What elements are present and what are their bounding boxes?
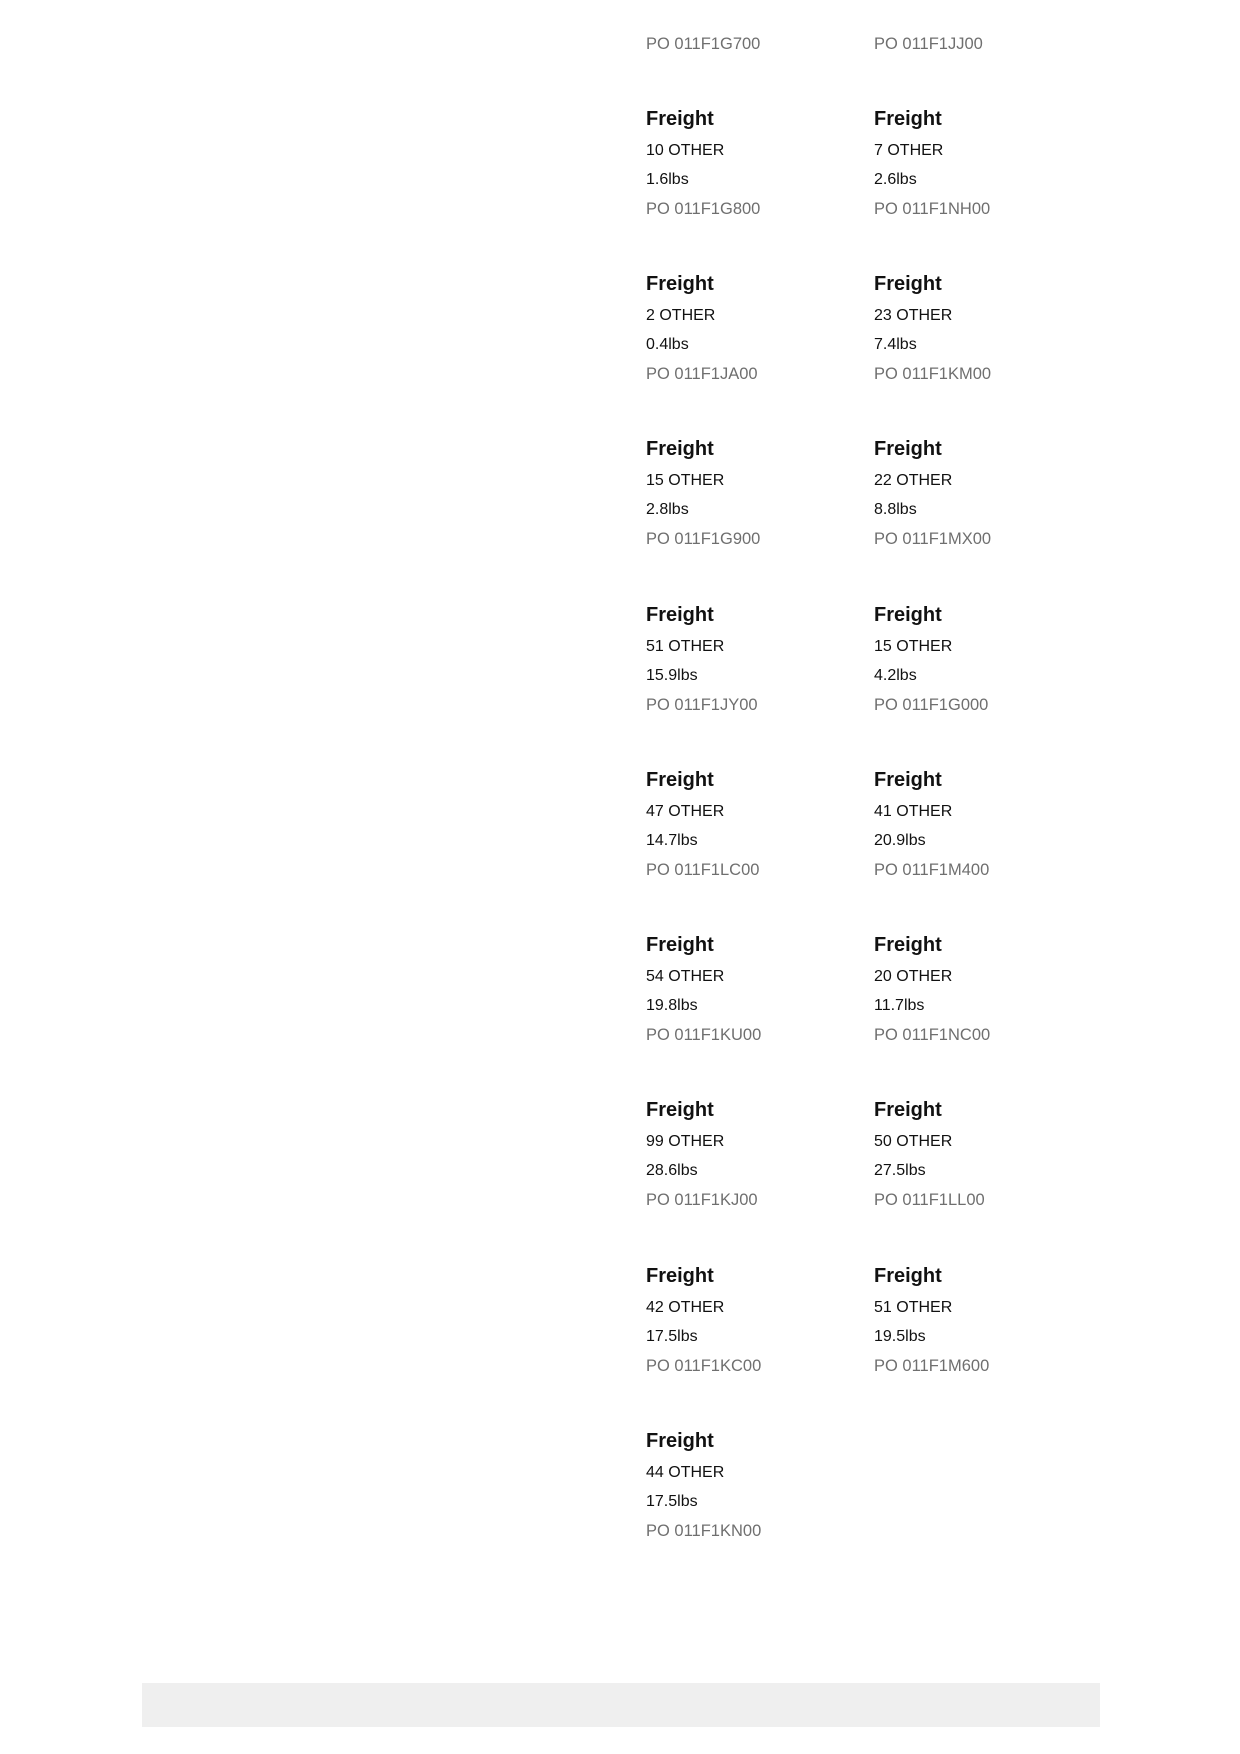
item-title: Freight — [874, 934, 942, 956]
item-quantity: 54 OTHER — [646, 968, 725, 985]
item-quantity: 20 OTHER — [874, 968, 953, 985]
item-quantity: 51 OTHER — [874, 1299, 953, 1316]
footer-bar — [142, 1683, 1100, 1727]
item-title: Freight — [646, 273, 714, 295]
po-number: PO 011F1KU00 — [646, 1026, 762, 1044]
freight-item — [874, 437, 1084, 557]
item-weight: 17.5lbs — [646, 1328, 698, 1345]
item-weight: 20.9lbs — [874, 832, 926, 849]
po-number: PO 011F1G000 — [874, 696, 989, 714]
item-quantity: 99 OTHER — [646, 1133, 725, 1150]
item-weight: 2.6lbs — [874, 171, 917, 188]
item-quantity: 51 OTHER — [646, 638, 725, 655]
item-quantity: 2 OTHER — [646, 307, 716, 324]
freight-item — [646, 437, 856, 557]
freight-item — [646, 933, 856, 1053]
item-weight: 19.5lbs — [874, 1328, 926, 1345]
po-number: PO 011F1LC00 — [646, 861, 760, 879]
po-number: PO 011F1MX00 — [874, 530, 992, 548]
item-weight: 0.4lbs — [646, 336, 689, 353]
po-number: PO 011F1KC00 — [646, 1357, 762, 1375]
item-weight: 1.6lbs — [646, 171, 689, 188]
item-quantity: 10 OTHER — [646, 142, 725, 159]
item-title: Freight — [874, 604, 942, 626]
po-number: PO 011F1G900 — [646, 530, 761, 548]
po-number: PO 011F1G700 — [646, 35, 761, 53]
item-quantity: 47 OTHER — [646, 803, 725, 820]
item-title: Freight — [646, 1099, 714, 1121]
item-weight: 19.8lbs — [646, 997, 698, 1014]
po-number: PO 011F1G800 — [646, 200, 761, 218]
freight-item — [646, 768, 856, 888]
item-weight: 14.7lbs — [646, 832, 698, 849]
item-quantity: 50 OTHER — [874, 1133, 953, 1150]
item-title: Freight — [874, 1099, 942, 1121]
item-weight: 4.2lbs — [874, 667, 917, 684]
item-title: Freight — [646, 438, 714, 460]
item-title: Freight — [646, 1265, 714, 1287]
po-number: PO 011F1JJ00 — [874, 35, 983, 53]
item-title: Freight — [874, 769, 942, 791]
item-quantity: 23 OTHER — [874, 307, 953, 324]
item-quantity: 7 OTHER — [874, 142, 944, 159]
item-quantity: 42 OTHER — [646, 1299, 725, 1316]
po-number: PO 011F1JA00 — [646, 365, 758, 383]
item-weight: 28.6lbs — [646, 1162, 698, 1179]
freight-item — [874, 1264, 1084, 1384]
item-weight: 17.5lbs — [646, 1493, 698, 1510]
item-weight: 8.8lbs — [874, 501, 917, 518]
item-quantity: 15 OTHER — [874, 638, 953, 655]
po-number: PO 011F1M400 — [874, 861, 990, 879]
item-title: Freight — [646, 769, 714, 791]
item-quantity: 44 OTHER — [646, 1464, 725, 1481]
item-weight: 27.5lbs — [874, 1162, 926, 1179]
freight-item — [646, 1264, 856, 1384]
freight-item — [874, 933, 1084, 1053]
po-number: PO 011F1LL00 — [874, 1191, 985, 1209]
freight-item — [646, 1429, 856, 1549]
item-weight: 15.9lbs — [646, 667, 698, 684]
po-number: PO 011F1KJ00 — [646, 1191, 758, 1209]
freight-item — [646, 107, 856, 227]
po-number: PO 011F1M600 — [874, 1357, 990, 1375]
item-title: Freight — [646, 108, 714, 130]
item-title: Freight — [646, 604, 714, 626]
item-weight: 7.4lbs — [874, 336, 917, 353]
item-weight: 11.7lbs — [874, 997, 925, 1014]
freight-item — [874, 603, 1084, 723]
po-number: PO 011F1NH00 — [874, 200, 991, 218]
freight-item — [874, 768, 1084, 888]
item-quantity: 41 OTHER — [874, 803, 953, 820]
po-number: PO 011F1JY00 — [646, 696, 758, 714]
item-title: Freight — [874, 438, 942, 460]
item-title: Freight — [646, 1430, 714, 1452]
po-number: PO 011F1NC00 — [874, 1026, 991, 1044]
item-title: Freight — [874, 273, 942, 295]
item-weight: 2.8lbs — [646, 501, 689, 518]
item-quantity: 22 OTHER — [874, 472, 953, 489]
po-number: PO 011F1KN00 — [646, 1522, 762, 1540]
freight-item — [874, 107, 1084, 227]
po-number: PO 011F1KM00 — [874, 365, 992, 383]
item-title: Freight — [874, 108, 942, 130]
freight-item — [874, 272, 1084, 392]
freight-item — [874, 1098, 1084, 1218]
item-title: Freight — [646, 934, 714, 956]
top-po-row — [0, 33, 1240, 55]
freight-item — [646, 603, 856, 723]
item-quantity: 15 OTHER — [646, 472, 725, 489]
item-title: Freight — [874, 1265, 942, 1287]
freight-item — [646, 1098, 856, 1218]
freight-item — [646, 272, 856, 392]
